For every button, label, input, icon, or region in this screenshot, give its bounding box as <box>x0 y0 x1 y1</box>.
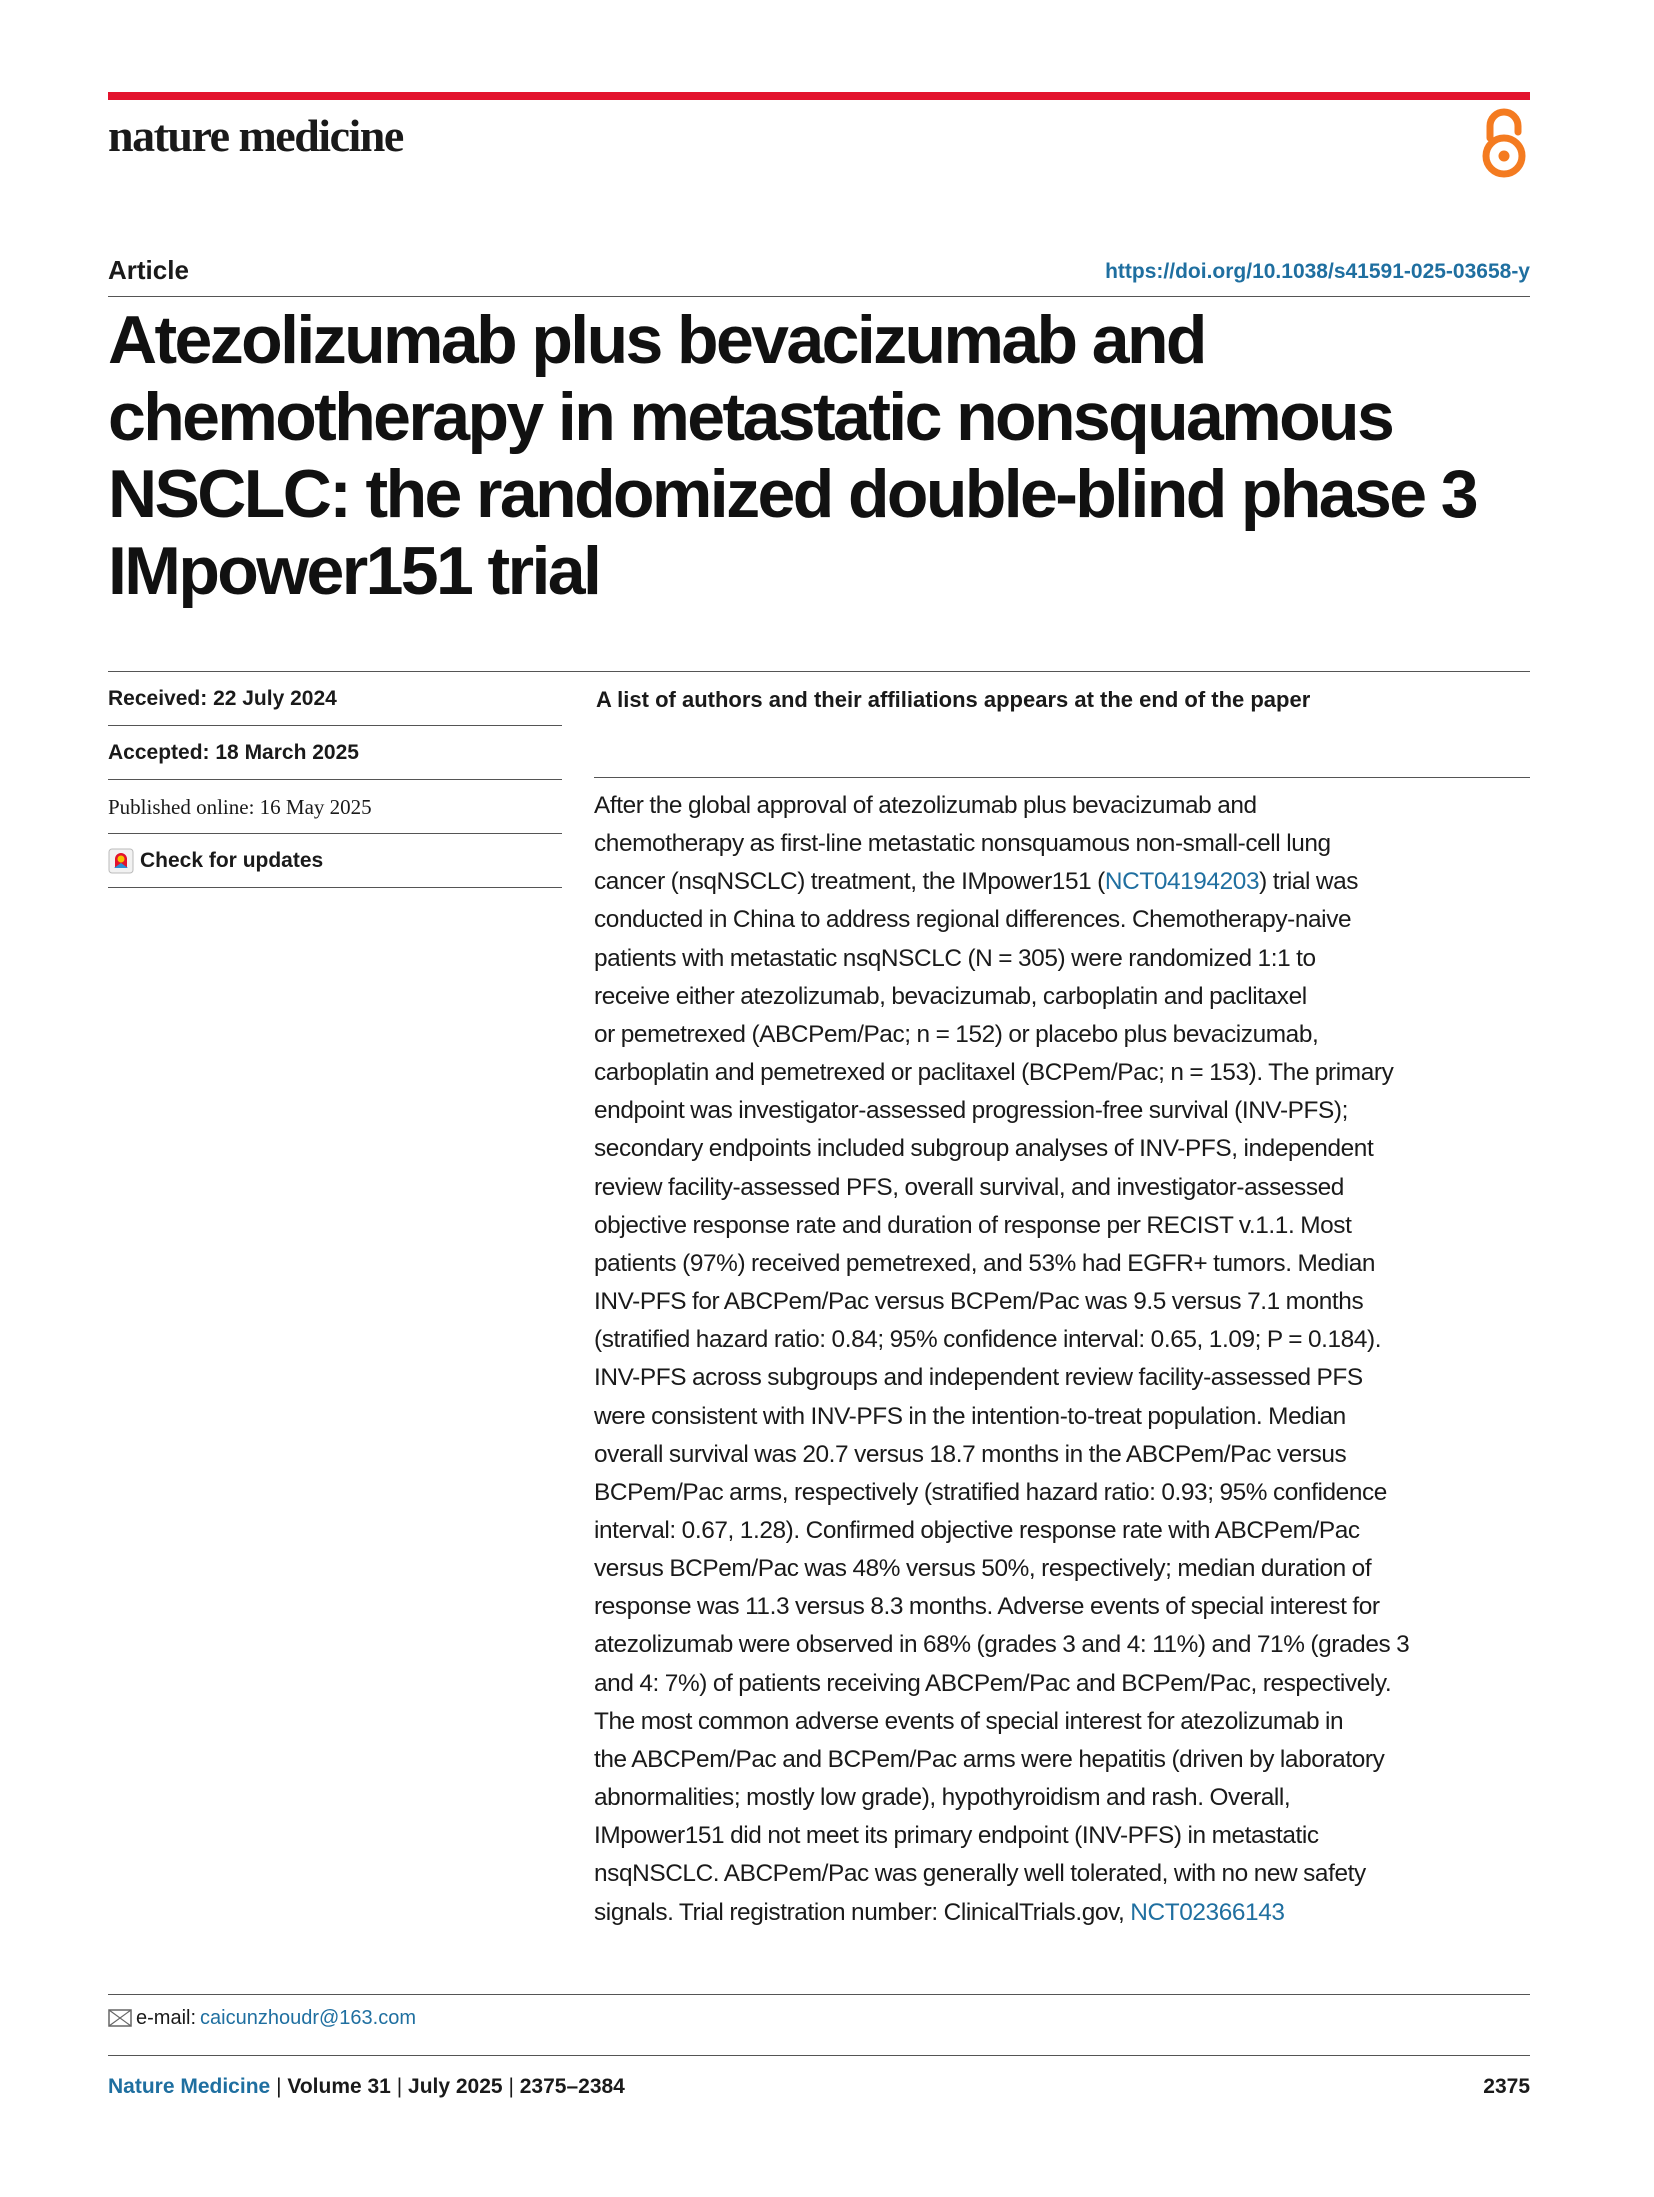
abstract-line: response was 11.3 versus 8.3 months. Adverse events of special interest for <box>594 1593 1380 1621</box>
received-label: Received: <box>108 687 208 710</box>
abstract-line: objective response rate and duration of response per RECIST v.1.1. Most <box>594 1211 1352 1239</box>
journal-name: nature medicine <box>108 110 403 161</box>
abstract-line: carboplatin and pemetrexed or paclitaxel (BCPem/Pac; n = 153). The primary <box>594 1059 1394 1087</box>
footer-separator: | <box>276 2075 282 2098</box>
check-for-updates-button[interactable] <box>108 834 562 888</box>
abstract-divider <box>594 777 1530 778</box>
doi-link[interactable]: https://doi.org/10.1038/s41591-025-03658-y <box>1105 260 1530 283</box>
abstract-line: and 4: 7%) of patients receiving ABCPem/Pac and BCPem/Pac, respectively. <box>594 1669 1392 1697</box>
abstract-line: IMpower151 did not meet its primary endpoint (INV-PFS) in metastatic <box>594 1822 1319 1850</box>
title-line: Atezolizumab plus bevacizumab and <box>108 302 1205 378</box>
title-line: NSCLC: the randomized double-blind phase 3 <box>108 456 1476 532</box>
accepted-label: Accepted: <box>108 741 210 764</box>
footer-volume: Volume 31 <box>287 2075 391 2098</box>
abstract-line: endpoint was investigator-assessed progression-free survival (INV-PFS); <box>594 1097 1348 1125</box>
title-line: chemotherapy in metastatic nonsquamous <box>108 379 1393 455</box>
footer-separator: | <box>396 2075 403 2098</box>
abstract-line: review facility-assessed PFS, overall survival, and investigator-assessed <box>594 1173 1344 1201</box>
footer-journal-link[interactable]: Nature Medicine <box>108 2075 271 2098</box>
abstract-line: abnormalities; mostly low grade), hypothyroidism and rash. Overall, <box>594 1784 1291 1812</box>
abstract-line: The most common adverse events of special interest for atezolizumab in <box>594 1707 1344 1735</box>
accepted-date <box>108 726 562 780</box>
email-label: e-mail: <box>136 2007 197 2029</box>
abstract <box>594 787 1544 1932</box>
abstract-line: signals. Trial registration number: ClinicalTrials.gov, NCT02366143 <box>594 1898 1285 1926</box>
abstract-line: conducted in China to address regional differences. Chemotherapy-naive <box>594 906 1352 934</box>
published-date <box>108 780 562 834</box>
title-line: IMpower151 trial <box>108 533 600 609</box>
abstract-line: receive either atezolizumab, bevacizumab, carboplatin and paclitaxel <box>594 982 1307 1010</box>
abstract-line: chemotherapy as first-line metastatic nonsquamous non-small-cell lung <box>594 830 1331 858</box>
received-date <box>108 672 562 726</box>
footnote-divider <box>108 1994 1530 1995</box>
abstract-line: the ABCPem/Pac and BCPem/Pac arms were hepatitis (driven by laboratory <box>594 1745 1385 1773</box>
published-value: 16 May 2025 <box>259 795 372 819</box>
abstract-line: BCPem/Pac arms, respectively (stratified hazard ratio: 0.93; 95% confidence <box>594 1478 1387 1506</box>
mail-icon <box>108 2009 132 2027</box>
trial-registry-link[interactable]: NCT04194203 <box>1104 868 1260 896</box>
article-type-label: Article <box>108 255 189 285</box>
footer-issue-date: July 2025 <box>408 2075 503 2098</box>
abstract-line: cancer (nsqNSCLC) treatment, the IMpower151 (NCT04194203) trial was <box>594 868 1359 896</box>
article-title <box>108 302 1538 610</box>
abstract-line: versus BCPem/Pac was 48% versus 50%, respectively; median duration of <box>594 1555 1372 1583</box>
footer-pages: 2375–2384 <box>519 2075 625 2098</box>
abstract-line: nsqNSCLC. ABCPem/Pac was generally well tolerated, with no new safety <box>594 1860 1366 1888</box>
abstract-line: patients (97%) received pemetrexed, and 53% had EGFR+ tumors. Median <box>594 1249 1376 1277</box>
email-address-link[interactable]: caicunzhoudr@163.com <box>200 2007 416 2029</box>
trial-registry-link[interactable]: NCT02366143 <box>1130 1898 1285 1926</box>
open-access-icon <box>1476 108 1532 180</box>
page-number: 2375 <box>1483 2075 1530 2098</box>
abstract-line: patients with metastatic nsqNSCLC (N = 305) were randomized 1:1 to <box>594 944 1316 972</box>
authors-affiliations-note: A list of authors and their affiliations appears at the end of the paper <box>596 687 1311 712</box>
abstract-line: (stratified hazard ratio: 0.84; 95% confidence interval: 0.65, 1.09; P = 0.184). <box>594 1326 1382 1354</box>
abstract-line: overall survival was 20.7 versus 18.7 months in the ABCPem/Pac versus <box>594 1440 1347 1468</box>
abstract-line: After the global approval of atezolizumab plus bevacizumab and <box>594 792 1257 819</box>
accepted-value: 18 March 2025 <box>215 741 359 764</box>
check-for-updates-icon <box>108 848 134 874</box>
footer-citation <box>108 2073 625 2101</box>
header-divider <box>108 296 1530 297</box>
abstract-line: interval: 0.67, 1.28). Confirmed objective response rate with ABCPem/Pac <box>594 1516 1360 1544</box>
correspondence-email <box>108 2004 416 2032</box>
footer-divider <box>108 2055 1530 2056</box>
top-accent-rule <box>108 92 1530 100</box>
check-for-updates-label: Check for updates <box>140 848 324 872</box>
abstract-line: atezolizumab were observed in 68% (grades 3 and 4: 11%) and 71% (grades 3 <box>594 1631 1410 1659</box>
abstract-line: INV-PFS for ABCPem/Pac versus BCPem/Pac was 9.5 versus 7.1 months <box>594 1288 1364 1316</box>
abstract-line: were consistent with INV-PFS in the intention-to-treat population. Median <box>594 1402 1346 1430</box>
footer-separator: | <box>508 2075 514 2098</box>
abstract-line: INV-PFS across subgroups and independent review facility-assessed PFS <box>594 1364 1363 1392</box>
abstract-line: or pemetrexed (ABCPem/Pac; n = 152) or placebo plus bevacizumab, <box>594 1020 1319 1048</box>
published-label: Published online: <box>108 795 255 819</box>
received-value: 22 July 2024 <box>213 687 337 710</box>
abstract-line: secondary endpoints included subgroup analyses of INV-PFS, independent <box>594 1135 1374 1163</box>
